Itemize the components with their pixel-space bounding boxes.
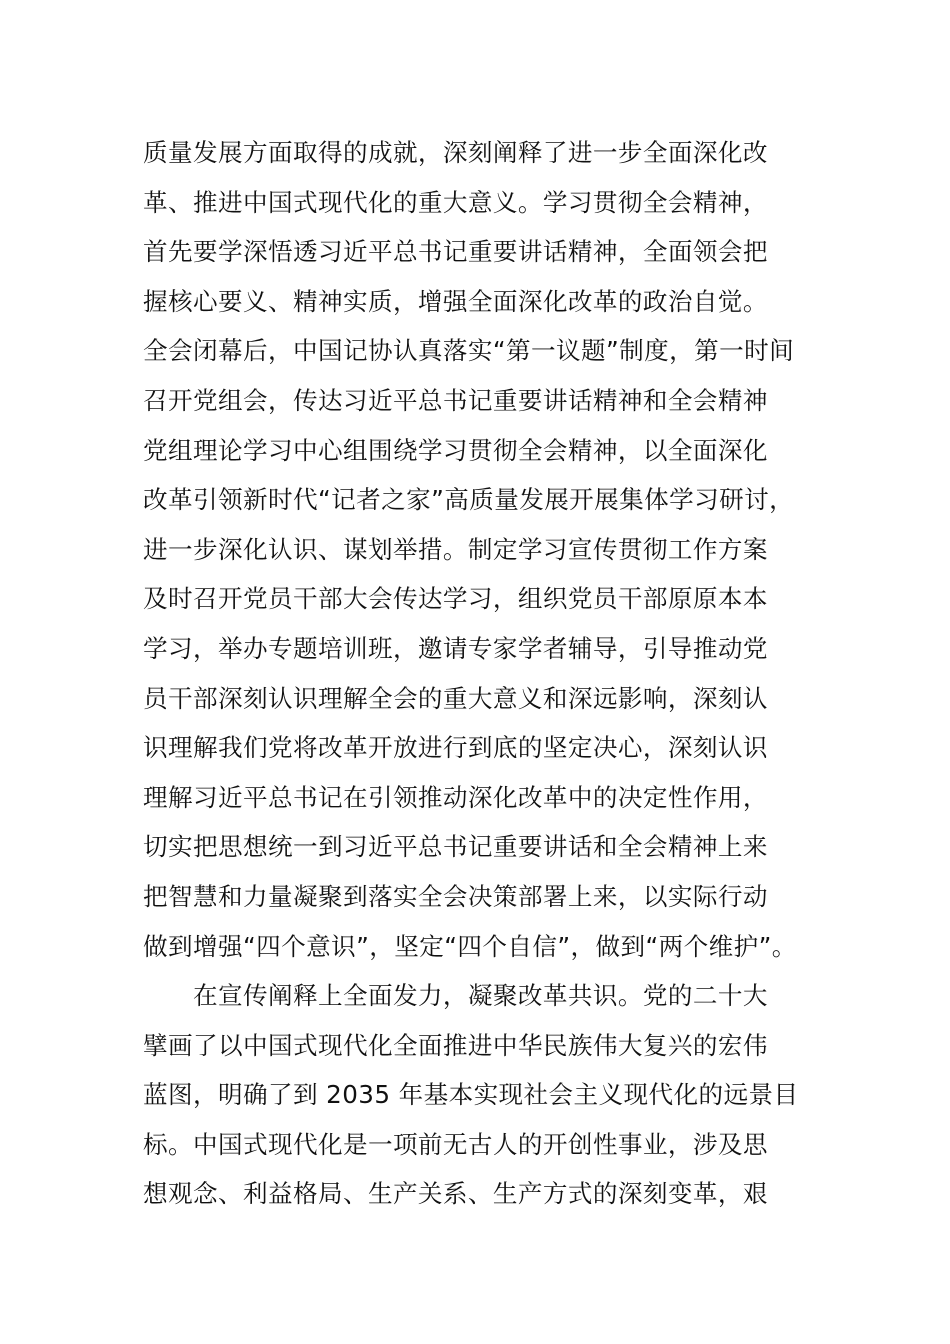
text-line: 党组理论学习中心组围绕学习贯彻全会精神，以全面深化 [143, 435, 768, 465]
text-line: 首先要学深悟透习近平总书记重要讲话精神，全面领会把 [143, 237, 768, 267]
text-line: 革、推进中国式现代化的重大意义。学习贯彻全会精神， [143, 187, 768, 217]
text-line: 理解习近平总书记在引领推动深化改革中的决定性作用， [143, 782, 768, 812]
text-line: 擘画了以中国式现代化全面推进中华民族伟大复兴的宏伟 [143, 1030, 768, 1060]
text-line: 员干部深刻认识理解全会的重大意义和深远影响，深刻认 [143, 683, 768, 713]
text-line: 做到增强“四个意识”，坚定“四个自信”，做到“两个维护”。 [143, 931, 797, 961]
text-line: 蓝图，明确了到 2035 年基本实现社会主义现代化的远景目 [143, 1080, 799, 1110]
text-line: 想观念、利益格局、生产关系、生产方式的深刻变革，艰 [143, 1179, 768, 1209]
text-line: 全会闭幕后，中国记协认真落实“第一议题”制度，第一时间 [143, 336, 795, 366]
text-line: 学习，举办专题培训班，邀请专家学者辅导，引导推动党 [143, 633, 768, 663]
text-line: 改革引领新时代“记者之家”高质量发展开展集体学习研讨， [143, 485, 795, 515]
text-line: 质量发展方面取得的成就，深刻阐释了进一步全面深化改 [143, 138, 768, 167]
body-text [143, 128, 823, 1219]
text-line: 标。中国式现代化是一项前无古人的开创性事业，涉及思 [143, 1129, 768, 1159]
text-line: 召开党组会，传达习近平总书记重要讲话精神和全会精神 [143, 385, 768, 415]
paragraph-start-line: 在宣传阐释上全面发力，凝聚改革共识。党的二十大 [143, 981, 768, 1011]
text-line: 握核心要义、精神实质，增强全面深化改革的政治自觉。 [143, 286, 768, 316]
text-line: 识理解我们党将改革开放进行到底的坚定决心，深刻认识 [143, 733, 768, 763]
text-line: 进一步深化认识、谋划举措。制定学习宣传贯彻工作方案 [143, 534, 768, 564]
text-line: 及时召开党员干部大会传达学习，组织党员干部原原本本 [143, 584, 768, 614]
text-line: 把智慧和力量凝聚到落实全会决策部署上来，以实际行动 [143, 881, 768, 911]
text-line: 切实把思想统一到习近平总书记重要讲话和全会精神上来 [143, 832, 768, 862]
